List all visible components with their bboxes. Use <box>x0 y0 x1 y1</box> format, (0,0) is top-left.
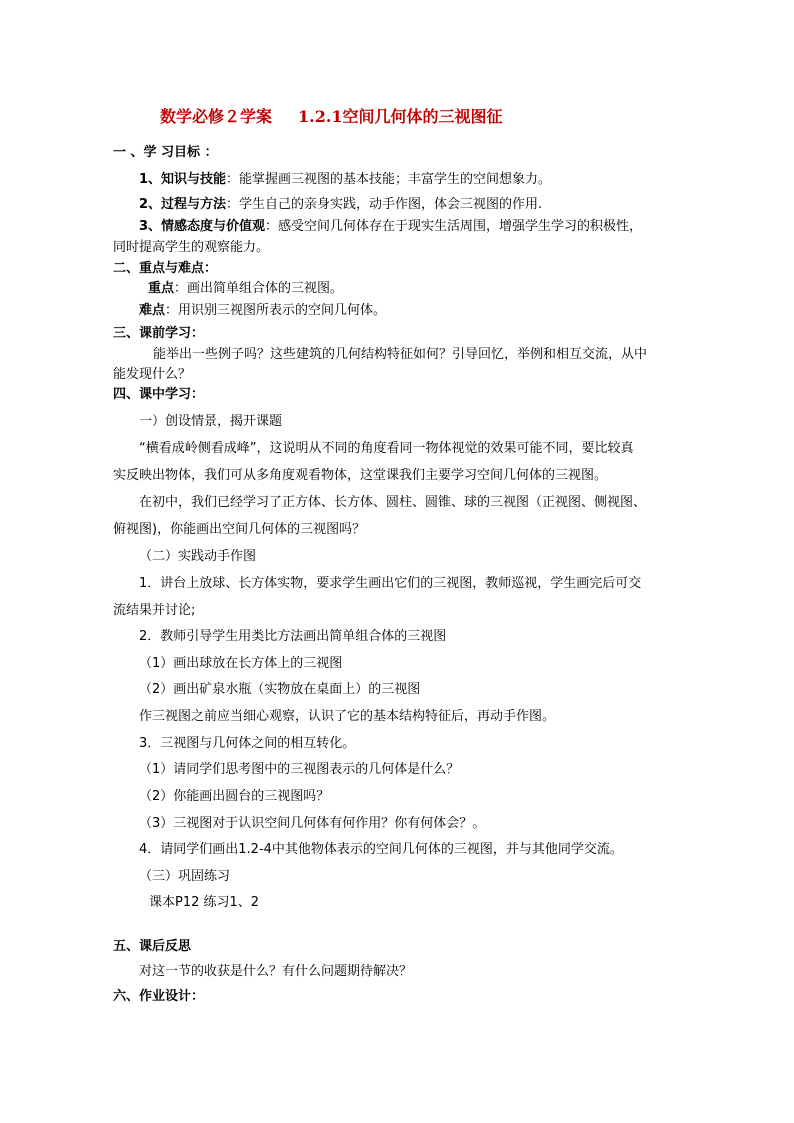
subheading-scenario: 一）创设情景，揭开课题 <box>139 414 283 429</box>
item-3: 3．三视图与几何体之间的相互转化。 <box>139 736 356 751</box>
item-2-sub-2: （2）画出矿泉水瓶（实物放在桌面上）的三视图 <box>139 682 421 697</box>
paragraph-1-line-2: 实反映出物体，我们可从多角度观看物体，这堂课我们主要学习空间几何体的三视图。 <box>113 468 608 483</box>
prelearning-line-2: 能发现什么？ <box>113 367 192 382</box>
goal-attitude-text: ：感受空间几何体存在于现实生活周围，增强学生学习的积极性， <box>265 219 643 234</box>
title-topic: 1.2.1空间几何体的三视图征 <box>298 107 503 126</box>
subheading-consolidation: （三）巩固练习 <box>139 869 231 884</box>
subheading-practice: （二）实践动手作图 <box>139 549 257 564</box>
reflection-line: 对这一节的收获是什么？有什么问题期待解决？ <box>139 964 413 979</box>
item-3-sub-3: （3）三视图对于认识空间几何体有何作用？你有何体会？。 <box>139 816 486 831</box>
goal-process <box>139 196 542 214</box>
keypoint-focus <box>148 280 343 298</box>
paragraph-1-line-1: “横看成岭侧看成峰”，这说明从不同的角度看同一物体视觉的效果可能不同，要比较真 <box>139 441 634 456</box>
goal-attitude-continued: 同时提高学生的观察能力。 <box>113 240 270 255</box>
goal-knowledge <box>139 171 551 189</box>
item-2: 2．教师引导学生用类比方法画出简单组合体的三视图 <box>139 629 447 644</box>
item-2-sub-1: （1）画出球放在长方体上的三视图 <box>139 656 343 671</box>
keypoint-focus-text: ：画出简单组合体的三视图。 <box>174 281 344 296</box>
goal-process-text: ：学生自己的亲身实践，动手作图，体会三视图的作用. <box>226 197 543 212</box>
prelearning-line-1: 能举出一些例子吗？这些建筑的几何结构特征如何？引导回忆，举例和相互交流，从中 <box>153 347 648 362</box>
item-4: 4．请同学们画出1.2-4中其他物体表示的空间几何体的三视图，并与其他同学交流。 <box>139 842 623 857</box>
keypoint-focus-label: 重点 <box>148 281 175 296</box>
item-3-sub-2: （2）你能画出圆台的三视图吗？ <box>139 789 330 804</box>
section-heading-reflection: 五、课后反思 <box>113 939 192 954</box>
section-heading-homework: 六、作业设计： <box>113 989 205 1004</box>
title-course: 数学必修２学案 <box>160 107 273 126</box>
goal-knowledge-text: ：能掌握画三视图的基本技能；丰富学生的空间想象力。 <box>226 172 552 187</box>
section-heading-goals: 一 、学 习目标 ： <box>113 145 218 160</box>
section-heading-inclass: 四、课中学习： <box>113 387 205 402</box>
paragraph-2-line-2: 俯视图)，你能画出空间几何体的三视图吗？ <box>113 522 366 537</box>
exercise-reference: 课本P12 练习1、2 <box>149 895 260 910</box>
keypoint-difficulty-label: 难点 <box>139 303 166 318</box>
goal-attitude-label: 3、情感态度与价值观 <box>139 219 266 234</box>
item-3-sub-1: （1）请同学们思考图中的三视图表示的几何体是什么？ <box>139 762 460 777</box>
goal-knowledge-label: 1、知识与技能 <box>139 172 227 187</box>
item-1-line-1: 1．讲台上放球、长方体实物，要求学生画出它们的三视图，教师巡视，学生画完后可交 <box>139 576 642 591</box>
item-1-line-2: 流结果并讨论; <box>113 603 196 618</box>
item-2-note: 作三视图之前应当细心观察，认识了它的基本结构特征后，再动手作图。 <box>139 709 556 724</box>
paragraph-2-line-1: 在初中，我们已经学习了正方体、长方体、圆柱、圆锥、球的三视图（正视图、侧视图、 <box>139 495 647 510</box>
keypoint-difficulty <box>139 302 386 320</box>
goal-process-label: 2、过程与方法 <box>139 197 227 212</box>
keypoint-difficulty-text: ：用识别三视图所表示的空间几何体。 <box>165 303 387 318</box>
section-heading-prelearning: 三、课前学习： <box>113 326 205 341</box>
page-title <box>160 106 503 128</box>
goal-attitude <box>139 218 642 236</box>
section-heading-keypoints: 二、重点与难点： <box>113 261 218 276</box>
